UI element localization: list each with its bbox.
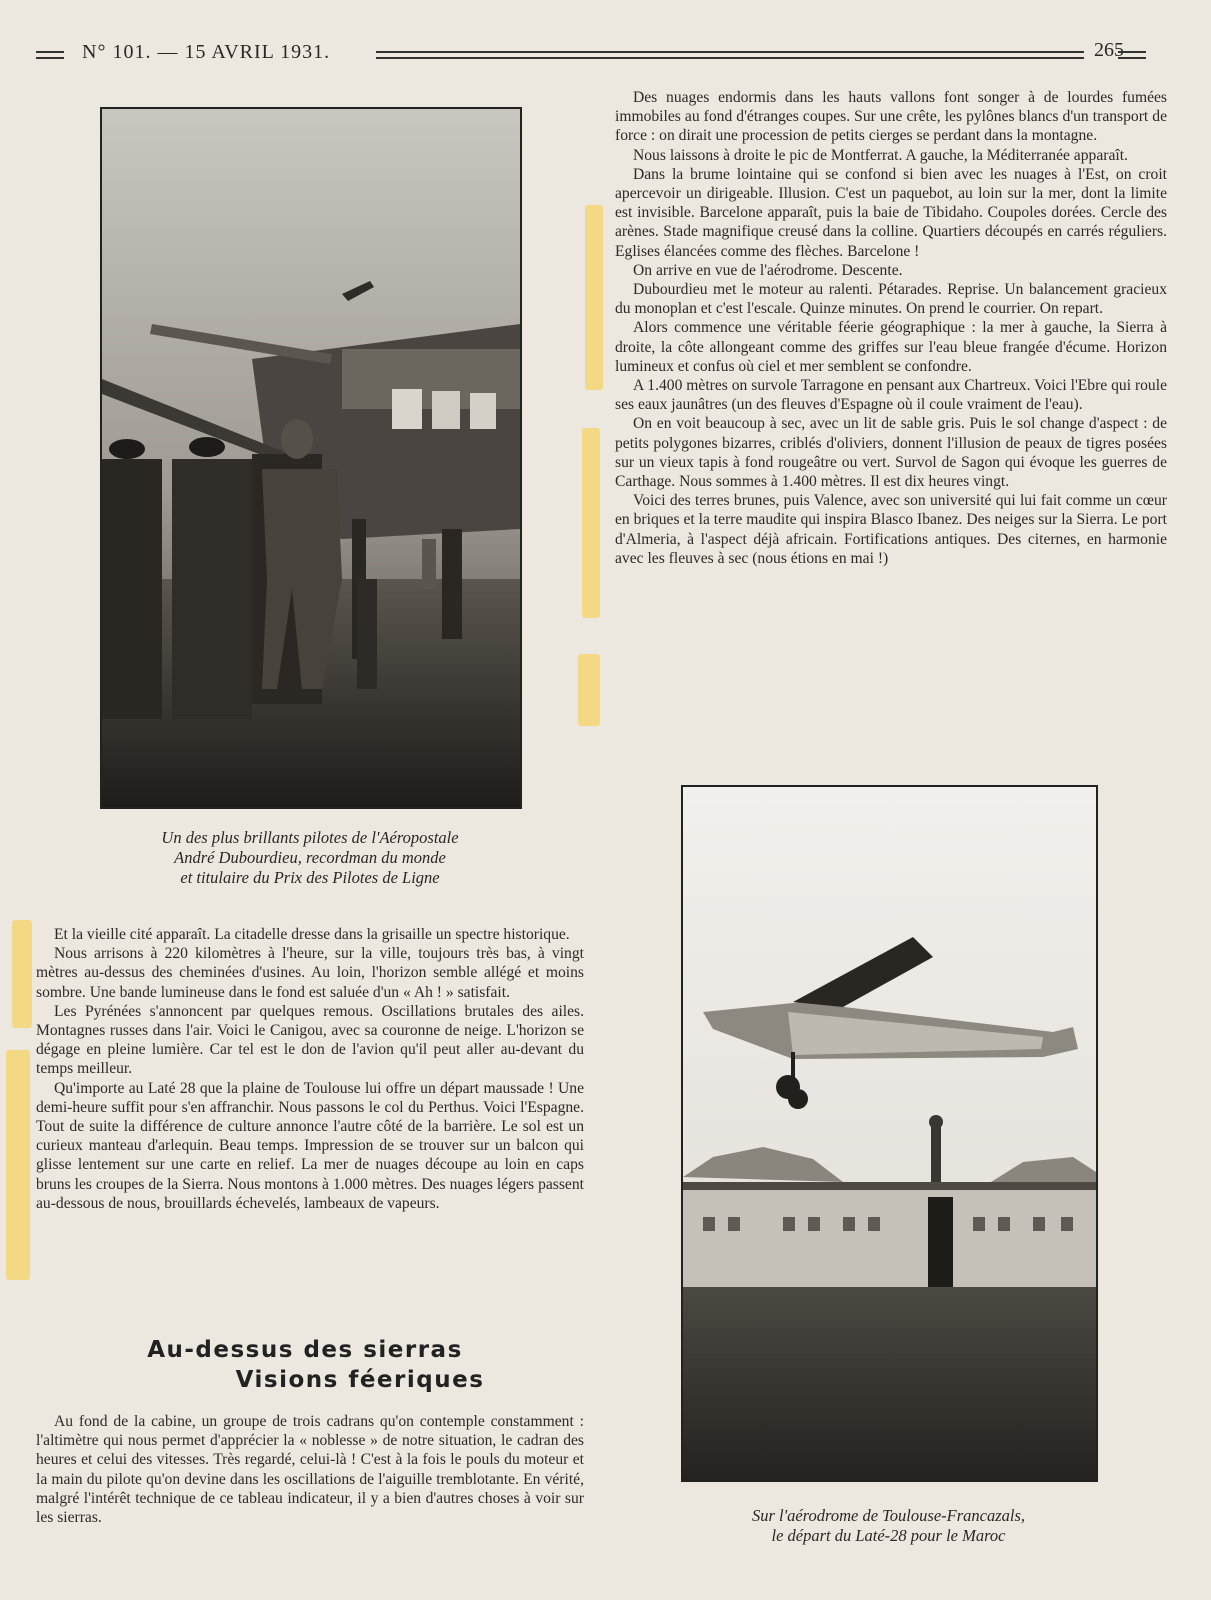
paragraph: Nous arrisons à 220 kilomètres à l'heure, sur la ville, toujours très bas, à vingt mètres au-dessus des cheminées d'usines. Au loin, l'horizon semble allégé et moins sombre. Une bande lumineuse dans le fond est saluée d'un « Ah ! » satisfait. xyxy=(36,945,584,1001)
pilot-photo-caption xyxy=(90,828,530,888)
paragraph: Dans la brume lointaine qui se confond si bien avec les nuages à l'Est, on croit apercevoir un dirigeable. Illusion. C'est un paquebot, au loin sur la mer, dont la limite est invisible. Barcelone apparaît, puis la baie de Tibidaho. Coupoles dorées. Cercle des arènes. Stade magnifique creusé dans la colline. Quartiers découpés en carrés réguliers. Eglises élancées comme des flèches. Barcelone ! xyxy=(615,165,1167,260)
left-column-text-after-title xyxy=(36,1412,584,1527)
issue-label: N° 101. — 15 AVRIL 1931. xyxy=(82,41,331,63)
paragraph: Alors commence une véritable féerie géographique : la mer à gauche, la Sierra à droite, la côte allongeant comme des griffes sur l'eau bleue frangée d'écume. Horizon lumineux et confus où ciel et mer semblent se confondre. xyxy=(615,319,1167,375)
paragraph: Nous laissons à droite le pic de Montferrat. A gauche, la Méditerranée apparaît. xyxy=(633,146,1128,164)
right-column-text xyxy=(615,88,1167,568)
pilot-photo-image xyxy=(102,109,520,807)
airfield-photo xyxy=(681,785,1098,1482)
paragraph: On arrive en vue de l'aérodrome. Descente. xyxy=(633,261,903,279)
header-rule xyxy=(376,51,1084,59)
section-title xyxy=(95,1335,515,1395)
paragraph: Dubourdieu met le moteur au ralenti. Pétarades. Reprise. Un balancement gracieux du monoplan et c'est l'escale. Quinze minutes. On prend le courrier. On repart. xyxy=(615,281,1167,318)
highlight-mark xyxy=(585,205,603,390)
paragraph: Des nuages endormis dans les hauts vallons font songer à de lourdes fumées immobiles au fond d'étranges coupes. Sur une crête, les pylônes blancs d'un transport de force : on dirait une procession de petits cierges se perdant dans la montagne. xyxy=(615,89,1167,145)
paragraph: On en voit beaucoup à sec, avec un lit de sable gris. Puis le sol change d'aspect : de petits polygones bizarres, criblés d'oliviers, donnent l'illusion de peaux de tigres posées sur un vieux tapis à fond rougeâtre ou vert. Survol de Sagon qui évoque les guerres de Carthage. Nous sommes à 1.400 mètres. Il est dix heures vingt. xyxy=(615,415,1167,491)
paragraph: Les Pyrénées s'annoncent par quelques remous. Oscillations brutales des ailes. Montagnes russes dans l'air. Voici le Canigou, avec sa couronne de neige. L'horizon se dégage en pleine lumière. Car tel est le don de l'avion qu'il peut aller au-devant du temps meilleur. xyxy=(36,1002,584,1078)
paragraph: Au fond de la cabine, un groupe de trois cadrans qu'on contemple constamment : l'altimètre qui nous permet d'apprécier la « noblesse » de notre situation, le cadran des heures et celui des vitesses. Très regardé, celui-là ! C'est à la fois le pouls du moteur et la main du pilote qu'on devine dans les oscillations de l'aiguille tremblotante. En vérité, malgré l'intérêt technique de ce tableau indicateur, il y a bien d'autres choses à voir sur les sierras. xyxy=(36,1413,584,1527)
paragraph: Et la vieille cité apparaît. La citadelle dresse dans la grisaille un spectre historique. xyxy=(54,926,570,943)
paragraph: Voici des terres brunes, puis Valence, avec son université qui lui fait comme un cœur en briques et la terre maudite qui inspira Blasco Ibanez. Des neiges sur la Sierra. Le port d'Almeria, à l'aspect déjà africain. Fortifications antiques. Des citernes, en harmonie avec les fleuves à sec (nous étions en mai !) xyxy=(615,492,1167,567)
highlight-mark xyxy=(578,654,600,726)
paragraph: A 1.400 mètres on survole Tarragone en pensant aux Chartreux. Voici l'Ebre qui roule ses eaux jaunâtres (un des fleuves d'Espagne où il coule vraiment de l'eau). xyxy=(615,377,1167,414)
caption-line: Un des plus brillants pilotes de l'Aéropostale xyxy=(161,828,459,847)
caption-line: le départ du Laté-28 pour le Maroc xyxy=(771,1526,1006,1545)
section-title-line: Visions féeriques xyxy=(235,1367,485,1393)
airfield-photo-caption xyxy=(676,1506,1101,1546)
header-ornament-left xyxy=(36,51,64,59)
airfield-photo-image xyxy=(683,787,1096,1480)
pilot-photo xyxy=(100,107,522,809)
caption-line: et titulaire du Prix des Pilotes de Ligne xyxy=(180,868,440,887)
page-header xyxy=(36,41,1147,71)
paragraph: Qu'importe au Laté 28 que la plaine de Toulouse lui offre un départ maussade ! Une demi-heure suffit pour s'en affranchir. Nous passons le col du Perthus. Voici l'Espagne. Tout de suite la différence de culture annonce l'autre côté de la barrière. Le sol est un curieux manteau d'arlequin. Beau temps. Impression de se trouver sur un balcon qui glisse lentement sur une carte en relief. La mer de nuages découpe au loin en caps bruns les croupes de la Sierra. Nous montons à 1.000 mètres. Des nuages légers passent au-dessous de nous, brouillards échevelés, lambeaux de vapeurs. xyxy=(36,1079,584,1212)
highlight-mark xyxy=(6,1050,30,1280)
page-number: 265 xyxy=(1094,39,1124,61)
caption-line: André Dubourdieu, recordman du monde xyxy=(174,848,446,867)
highlight-mark xyxy=(582,428,600,618)
left-column-text xyxy=(36,925,584,1213)
header-ornament-right xyxy=(1118,51,1146,59)
section-title-line: Au-dessus des sierras xyxy=(147,1337,463,1363)
caption-line: Sur l'aérodrome de Toulouse-Francazals, xyxy=(751,1506,1026,1525)
highlight-mark xyxy=(12,920,32,1028)
